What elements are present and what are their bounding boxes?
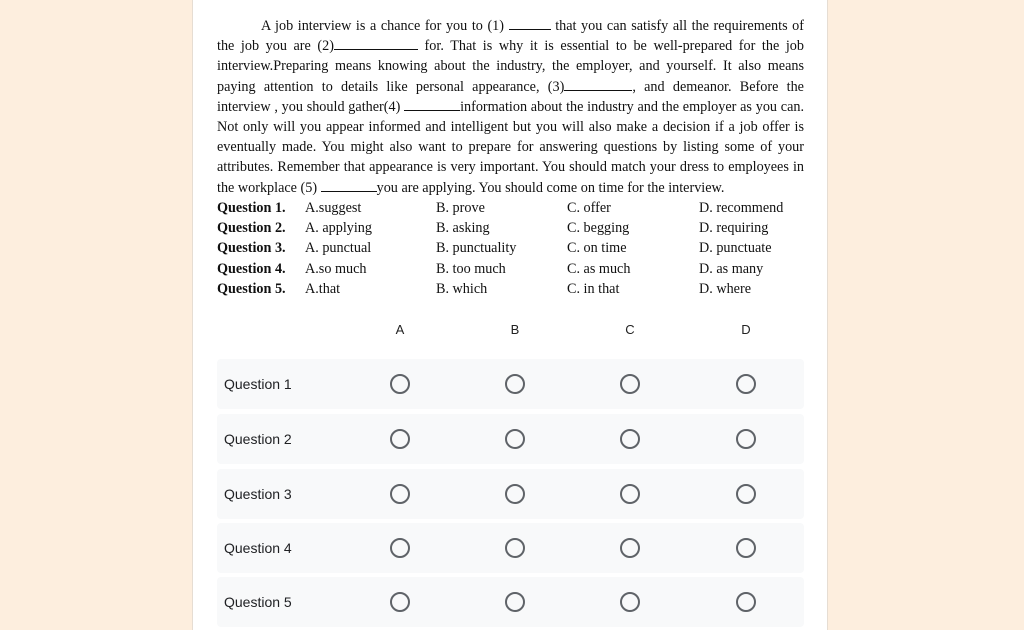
answer-options-table (217, 198, 804, 299)
option-b: B. which (436, 280, 488, 297)
column-header-c: C (625, 322, 635, 337)
column-header-d: D (741, 322, 751, 337)
option-c: C. offer (567, 200, 611, 216)
grid-row-question-4 (217, 523, 804, 573)
option-c: C. on time (567, 240, 627, 257)
question-options-row (217, 218, 804, 238)
radio-q2-d[interactable] (736, 429, 756, 449)
option-a: A.suggest (305, 200, 362, 216)
row-label: Question 3 (224, 486, 292, 502)
passage-text: that you can satisfy all the requirements of the job you are (2) (217, 18, 804, 55)
radio-q3-d[interactable] (736, 484, 756, 504)
grid-row-question-5 (217, 577, 804, 627)
blank-5 (321, 179, 377, 192)
option-b: B. prove (436, 200, 485, 216)
option-b: B. punctuality (436, 240, 517, 257)
grid-row-question-1 (217, 359, 804, 409)
question-options-row (217, 279, 804, 299)
passage-text: information about the industry and the employer as you can. Not only will you appear informed and intelligent but you will also make a decision if a job offer is eventually made. You might also want to prepare for answering questions by listing some of your attributes. Remember that appearance is very important. You should match your dress to employees in the workplace (5) (217, 98, 805, 196)
option-d: D. requiring (699, 220, 769, 237)
question-label: Question 3. (217, 240, 286, 257)
question-options-row (217, 198, 804, 218)
passage-text: for. That is why it is essential to be well-prepared for the job interview.Preparing means knowing about the industry, the employer, and yourself. It also means paying attention to details like personal appearance, (3) (217, 38, 804, 95)
option-a: A. punctual (305, 240, 372, 257)
question-label: Question 5. (217, 280, 286, 297)
passage-text: you are applying. You should come on time for the interview. (376, 179, 725, 196)
radio-q1-a[interactable] (390, 374, 410, 394)
radio-q2-c[interactable] (620, 429, 640, 449)
grid-row-question-3 (217, 469, 804, 519)
option-a: A.so much (305, 260, 367, 277)
option-b: B. too much (436, 260, 506, 277)
question-label: Question 1. (217, 200, 286, 216)
column-header-b: B (510, 322, 520, 337)
radio-q5-a[interactable] (390, 592, 410, 612)
radio-q5-d[interactable] (736, 592, 756, 612)
option-d: D. punctuate (699, 240, 772, 257)
radio-q4-c[interactable] (620, 538, 640, 558)
option-d: D. where (699, 280, 751, 297)
radio-q1-d[interactable] (736, 374, 756, 394)
radio-q3-a[interactable] (390, 484, 410, 504)
question-options-row (217, 259, 804, 279)
question-options-row (217, 238, 804, 258)
radio-q4-b[interactable] (505, 538, 525, 558)
blank-1 (509, 17, 551, 30)
blank-3 (564, 78, 632, 91)
radio-q5-c[interactable] (620, 592, 640, 612)
radio-q1-c[interactable] (620, 374, 640, 394)
radio-q4-d[interactable] (736, 538, 756, 558)
grid-row-question-2 (217, 414, 804, 464)
reading-passage (217, 16, 804, 198)
column-header-a: A (395, 322, 405, 337)
grid-column-headers (193, 322, 829, 342)
option-a: A. applying (305, 220, 372, 237)
radio-q1-b[interactable] (505, 374, 525, 394)
option-a: A.that (305, 280, 341, 297)
option-d: D. as many (699, 260, 764, 277)
blank-4 (404, 98, 460, 111)
form-card (192, 0, 828, 630)
blank-2 (334, 37, 418, 50)
radio-q2-a[interactable] (390, 429, 410, 449)
passage-text: , and demeanor. Before the interview , you should gather(4) (217, 78, 804, 115)
question-label: Question 2. (217, 220, 286, 237)
row-label: Question 5 (224, 594, 292, 610)
question-label: Question 4. (217, 260, 286, 277)
row-label: Question 1 (224, 376, 292, 392)
option-c: C. as much (567, 260, 631, 277)
row-label: Question 4 (224, 540, 292, 556)
radio-q2-b[interactable] (505, 429, 525, 449)
option-d: D. recommend (699, 200, 784, 216)
row-label: Question 2 (224, 431, 292, 447)
radio-q4-a[interactable] (390, 538, 410, 558)
option-c: C. begging (567, 220, 630, 237)
radio-q3-c[interactable] (620, 484, 640, 504)
option-b: B. asking (436, 220, 490, 237)
radio-q3-b[interactable] (505, 484, 525, 504)
passage-text: A job interview is a chance for you to (1) (261, 18, 505, 34)
radio-q5-b[interactable] (505, 592, 525, 612)
option-c: C. in that (567, 280, 620, 297)
